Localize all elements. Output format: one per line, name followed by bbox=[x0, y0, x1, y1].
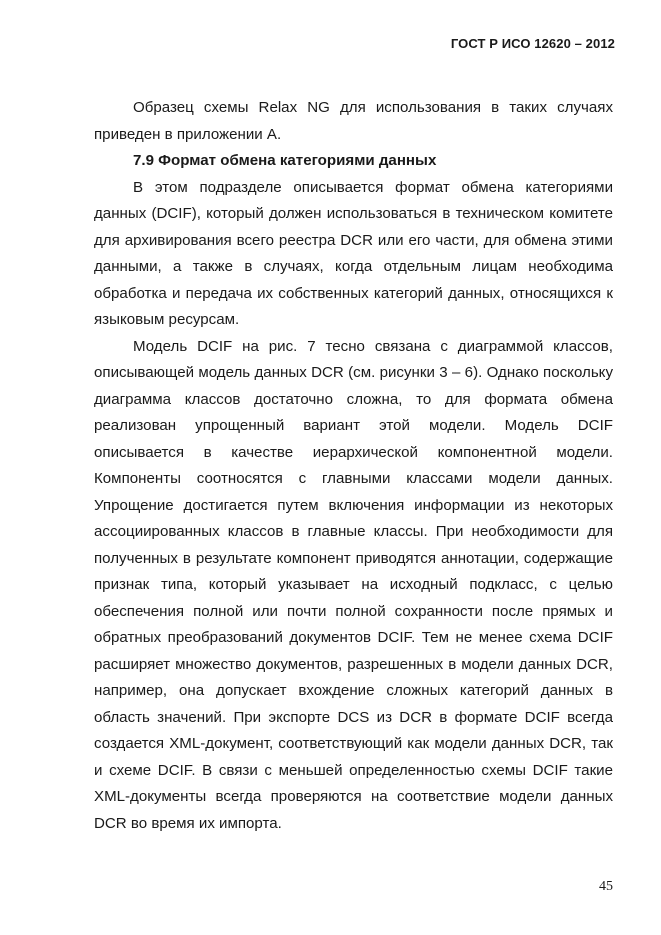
document-body bbox=[94, 95, 613, 837]
page-number: 45 bbox=[599, 879, 613, 894]
paragraph-dcif-model: Модель DCIF на рис. 7 тесно связана с диаграммой классов, описывающей модель данных DCR (см. рисунки 3 – 6). Однако поскольку диаграмма классов достаточно сложна, то для формата обмена реализован упрощенный вариант этой модели. Модель DCIF описывается в качестве иерархической компонентной модели. Компоненты соотносятся с главными классами модели данных. Упрощение достигается путем включения информации из некоторых ассоциированных классов в главные классы. При необходимости для полученных в результате компонент приводятся аннотации, содержащие признак типа, который указывает на исходный подкласс, с целью обеспечения полной или почти полной сохранности после прямых и обратных преобразований документов DCIF. Тем не менее схема DCIF расширяет множество документов, разрешенных в модели данных DCR, например, она допускает вхождение сложных категорий данных в область значений. При экспорте DCS из DCR в формате DCIF всегда создается XML-документ, соответствующий как модели данных DCR, так и схеме DCIF. В связи с меньшей определенностью схемы DCIF такие XML-документы всегда проверяются на соответствие модели данных DCR во время их импорта. bbox=[94, 337, 613, 832]
intro-paragraph: Образец схемы Relax NG для использования в таких случаях приведен в приложении А. bbox=[94, 99, 613, 143]
paragraph-dcif-purpose: В этом подразделе описывается формат обмена категориями данных (DCIF), который должен использоваться в техническом комитете для архивирования всего реестра DCR или его части, для обмена этими данными, а также в случаях, когда отдельным лицам необходима обработка и передача их собственных категорий данных, относящихся к языковым ресурсам. bbox=[94, 178, 613, 328]
standard-header: ГОСТ Р ИСО 12620 – 2012 bbox=[450, 36, 615, 51]
section-heading: 7.9 Формат обмена категориями данных bbox=[133, 152, 437, 169]
